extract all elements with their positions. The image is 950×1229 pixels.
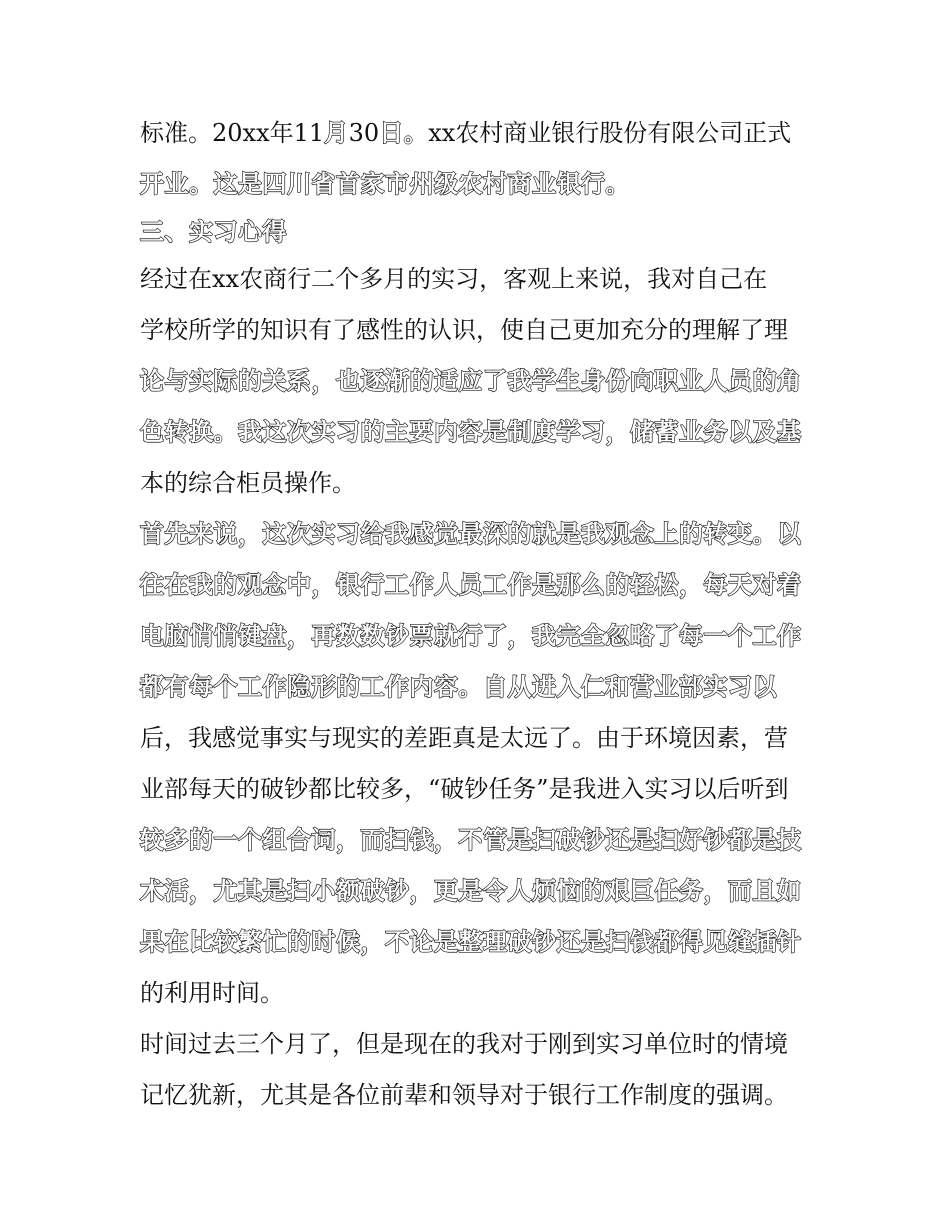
text-segment: 论与实际的关系，也逐渐的适应了我学生身份向职业人员的角 <box>140 367 802 395</box>
text-segment: 30 <box>348 119 380 147</box>
text-segment: 较多的一个组合词，而扫钱，不管是扫破钞还是扫好钞都是技 <box>140 826 802 854</box>
text-segment: xx农村商业银行股份有限公司正式 <box>428 119 792 147</box>
text-segment: 业部每天的破钞都比较多，“破钞任务”是我进入实习以后听到 <box>140 775 789 803</box>
text-segment: 学校所学的知识有了感性的认识，使自己更加充分的理解了理 <box>140 316 788 344</box>
text-line-6 <box>140 356 812 407</box>
text-segment: 往在我的观念中，银行工作人员工作是那么的轻松，每天对着 <box>140 571 802 599</box>
text-line-7 <box>140 407 812 458</box>
text-line-8 <box>140 458 812 509</box>
text-line-5 <box>140 305 812 356</box>
text-segment: 月 <box>324 119 349 147</box>
text-segment: 的利用时间。 <box>140 979 284 1007</box>
text-segment: 记忆犹新，尤其是各位前辈和领导对于银行工作制度的强调。 <box>140 1081 788 1109</box>
text-segment: 电脑悄悄键盘，再数数钞票就行了，我完全忽略了每一个工作 <box>140 622 802 650</box>
section-heading <box>140 210 812 254</box>
text-line-11 <box>140 611 812 662</box>
text-line-13 <box>140 713 812 764</box>
text-line-10 <box>140 560 812 611</box>
text-segment: 色转换。我这次实习的主要内容是制度学习，储蓄业务以及基 <box>140 418 802 446</box>
text-line-20 <box>140 1070 812 1121</box>
text-segment: 日。 <box>379 119 429 147</box>
text-line-16 <box>140 866 812 917</box>
text-segment: 术活，尤其是扫小额破钞，更是令人烦恼的艰巨任务，而且如 <box>140 877 802 905</box>
text-segment: 果在比较繁忙的时候，不论是整理破钞还是扫钱都得见缝插针 <box>140 928 802 956</box>
text-line-18 <box>140 968 812 1019</box>
text-segment: 标准。20xx年11 <box>140 119 325 147</box>
text-line-9 <box>140 509 812 560</box>
text-line-4 <box>140 254 812 305</box>
text-segment: 经过在xx农商行二个多月的实习，客观上来说，我对自己在 <box>140 265 768 293</box>
text-line-2 <box>140 159 812 210</box>
text-segment: 后，我感觉事实与现实的差距真是太远了。由于环境因素，营 <box>140 724 788 752</box>
text-segment: 时间过去三个月了，但是现在的我对于刚到实习单位时的情境 <box>140 1030 788 1058</box>
text-segment: 首先来说，这次实习给我感觉最深的就是我观念上的转变。以 <box>140 520 802 548</box>
text-line-15 <box>140 815 812 866</box>
text-segment: 本的综合柜员操作。 <box>140 469 356 497</box>
text-line-14 <box>140 764 812 815</box>
text-line-1 <box>140 108 812 159</box>
text-segment: 三、实习心得 <box>140 218 287 246</box>
text-line-19 <box>140 1019 812 1070</box>
text-line-17 <box>140 917 812 968</box>
text-segment: 开业。这是四川省首家市州级农村商业银行。 <box>140 170 630 198</box>
text-line-12 <box>140 662 812 713</box>
text-segment: 都有每个工作隐形的工作内容。自从进入仁和营业部实习以 <box>140 673 777 701</box>
document-body <box>140 108 812 1121</box>
